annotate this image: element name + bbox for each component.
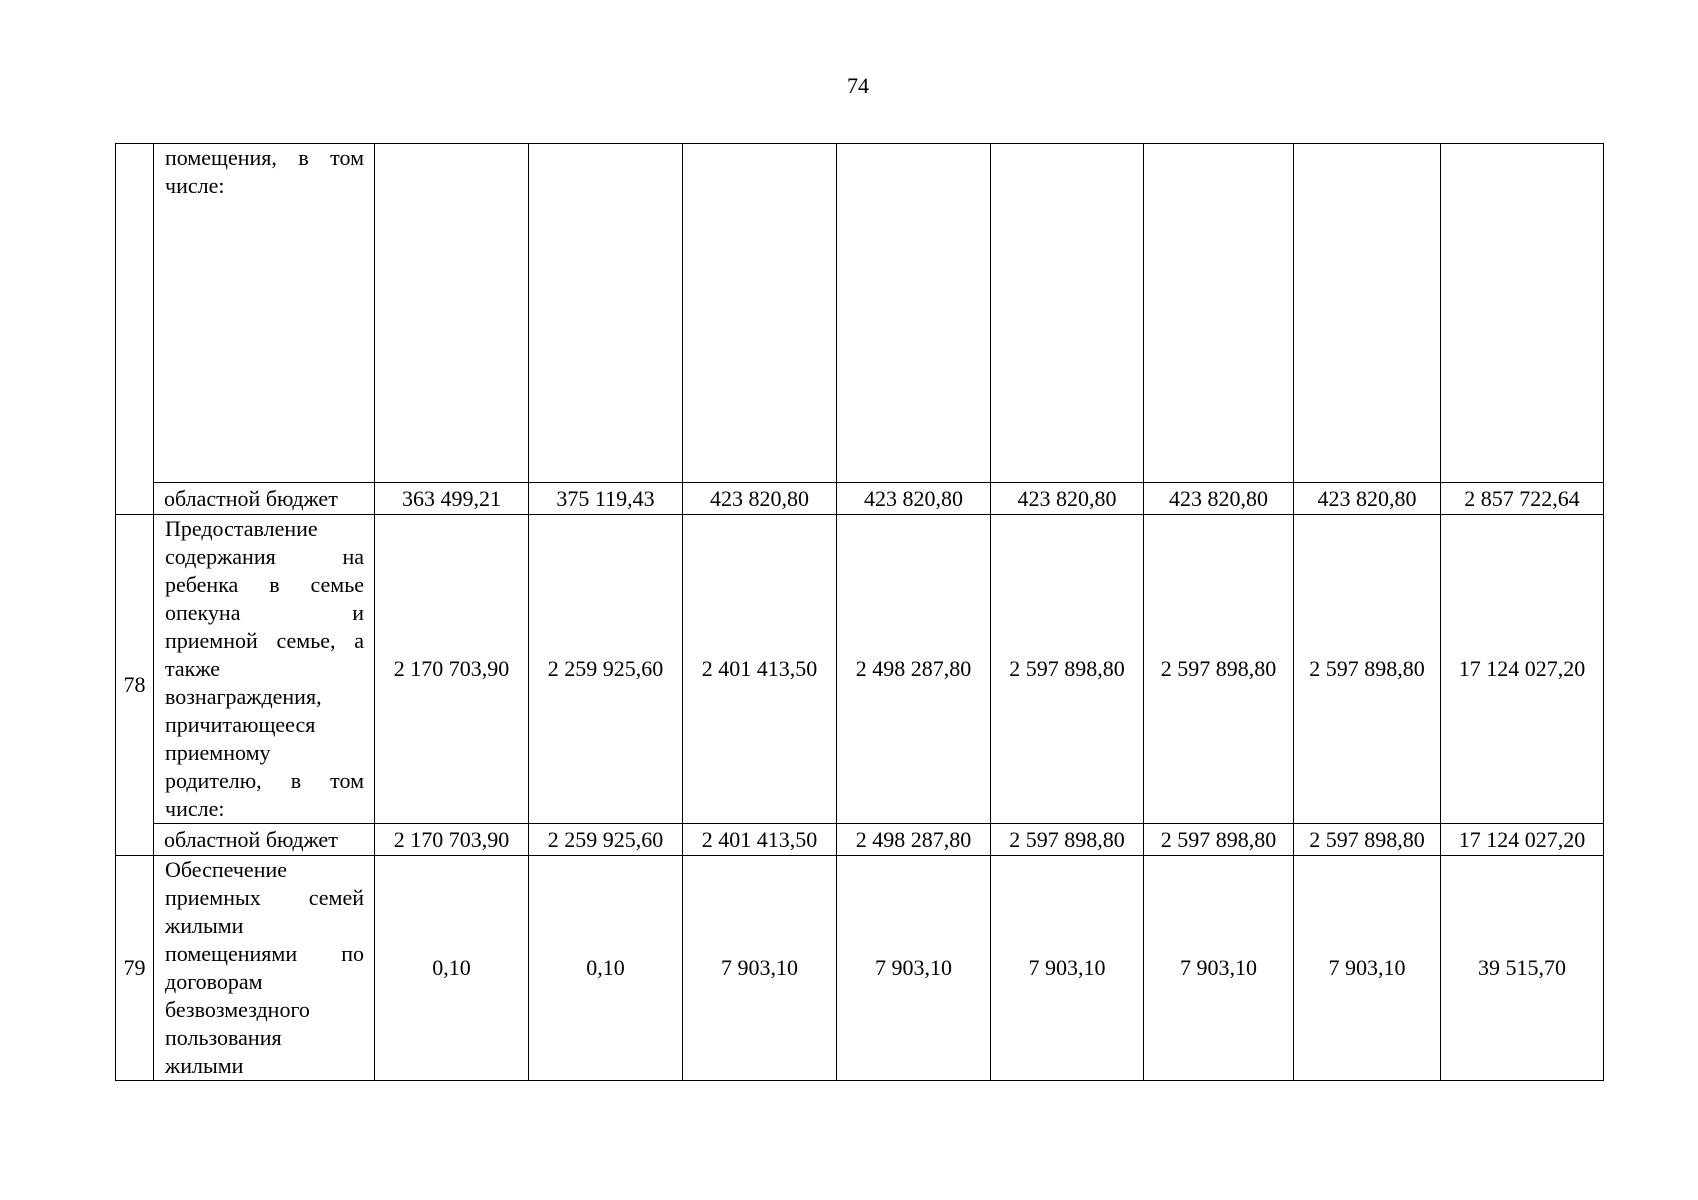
value-cell: 39 515,70 xyxy=(1441,856,1604,1081)
value-cell: 423 820,80 xyxy=(837,483,991,515)
table-row-regional-budget xyxy=(116,483,1604,515)
item-name-line: опекуна и xyxy=(165,600,364,625)
value-cell: 2 857 722,64 xyxy=(1441,483,1604,515)
value-cell: 7 903,10 xyxy=(1294,856,1441,1081)
table-row-regional-budget xyxy=(116,824,1604,856)
item-name-line: жилыми xyxy=(165,1053,244,1078)
value-cell: 375 119,43 xyxy=(529,483,683,515)
table-row-item-79 xyxy=(116,856,1604,1081)
item-name-line: помещения, в том xyxy=(165,145,364,170)
value-cell: 423 820,80 xyxy=(683,483,837,515)
item-name-line: безвозмездного xyxy=(165,997,310,1022)
value-cell: 7 903,10 xyxy=(991,856,1144,1081)
value-cell: 423 820,80 xyxy=(991,483,1144,515)
value-cell xyxy=(1294,144,1441,483)
value-cell xyxy=(837,144,991,483)
value-cell: 2 498 287,80 xyxy=(837,515,991,824)
item-name-line: содержания на xyxy=(165,544,364,569)
item-name-cell xyxy=(154,144,375,483)
table-row-item-78 xyxy=(116,515,1604,824)
item-name-line: приемному xyxy=(165,740,271,765)
item-name-line: помещениями по xyxy=(165,941,364,966)
item-name-line: пользования xyxy=(165,1025,282,1050)
item-name-line: числе: xyxy=(165,173,225,198)
value-cell: 2 259 925,60 xyxy=(529,515,683,824)
value-cell: 2 498 287,80 xyxy=(837,824,991,856)
item-name-line: жилыми xyxy=(165,913,244,938)
value-cell xyxy=(375,144,529,483)
item-name-line: Предоставление xyxy=(165,516,318,541)
item-name-cell xyxy=(154,515,375,824)
value-cell: 17 124 027,20 xyxy=(1441,824,1604,856)
value-cell: 7 903,10 xyxy=(683,856,837,1081)
item-name-line: договорам xyxy=(165,969,263,994)
page-number: 74 xyxy=(847,73,869,98)
value-cell xyxy=(529,144,683,483)
item-name-line: приемных семей xyxy=(165,885,364,910)
value-cell: 2 401 413,50 xyxy=(683,515,837,824)
value-cell: 2 597 898,80 xyxy=(1144,824,1294,856)
value-cell: 2 170 703,90 xyxy=(375,824,529,856)
funding-source-cell: областной бюджет xyxy=(154,483,375,515)
value-cell: 2 597 898,80 xyxy=(991,824,1144,856)
value-cell: 0,10 xyxy=(375,856,529,1081)
item-name-line: причитающееся xyxy=(165,712,316,737)
value-cell: 2 597 898,80 xyxy=(1144,515,1294,824)
value-cell xyxy=(1144,144,1294,483)
value-cell xyxy=(683,144,837,483)
value-cell: 0,10 xyxy=(529,856,683,1081)
value-cell: 2 401 413,50 xyxy=(683,824,837,856)
item-name-line: приемной семье, а xyxy=(165,628,364,653)
row-number-cell xyxy=(116,144,154,515)
item-name-cell xyxy=(154,856,375,1081)
value-cell: 7 903,10 xyxy=(1144,856,1294,1081)
item-name-line: вознаграждения, xyxy=(165,684,322,709)
item-name-line: родителю, в том xyxy=(165,768,364,793)
value-cell: 363 499,21 xyxy=(375,483,529,515)
table-row-continuation xyxy=(116,144,1604,483)
item-name-line: ребенка в семье xyxy=(165,572,364,597)
value-cell: 423 820,80 xyxy=(1294,483,1441,515)
funding-source-cell: областной бюджет xyxy=(154,824,375,856)
item-name-line: также xyxy=(165,656,221,681)
value-cell xyxy=(1441,144,1604,483)
value-cell: 2 170 703,90 xyxy=(375,515,529,824)
item-name-line: числе: xyxy=(165,796,225,821)
value-cell: 423 820,80 xyxy=(1144,483,1294,515)
value-cell: 2 597 898,80 xyxy=(991,515,1144,824)
row-number-cell: 78 xyxy=(116,515,154,856)
item-name-line: Обеспечение xyxy=(165,857,287,882)
value-cell: 17 124 027,20 xyxy=(1441,515,1604,824)
row-number-cell: 79 xyxy=(116,856,154,1081)
value-cell: 2 597 898,80 xyxy=(1294,515,1441,824)
value-cell: 7 903,10 xyxy=(837,856,991,1081)
value-cell: 2 597 898,80 xyxy=(1294,824,1441,856)
value-cell xyxy=(991,144,1144,483)
value-cell: 2 259 925,60 xyxy=(529,824,683,856)
budget-table xyxy=(115,143,1604,1081)
